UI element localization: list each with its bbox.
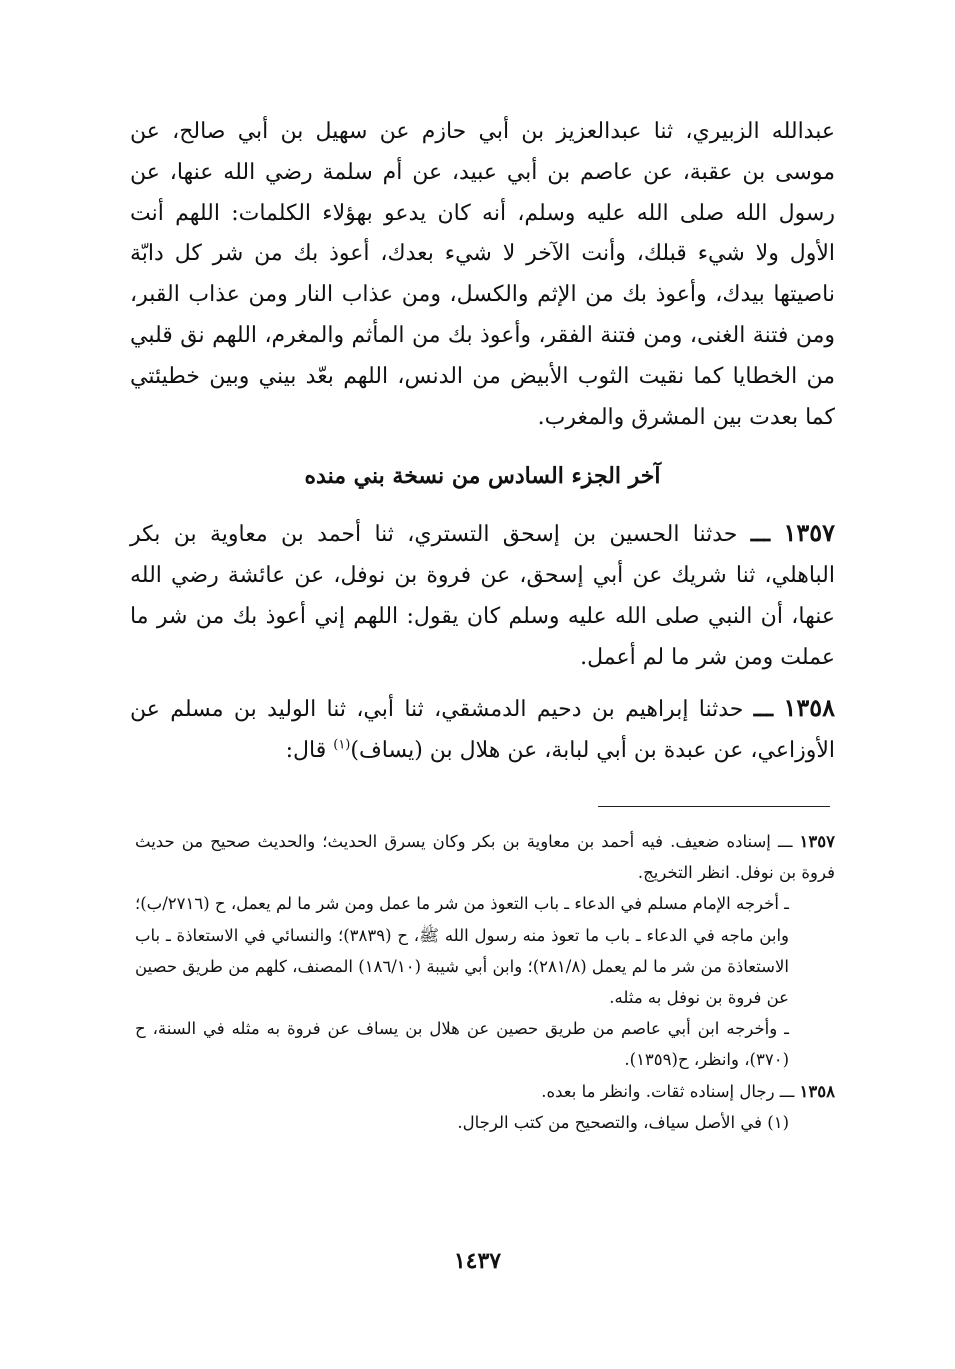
hadith-1358 xyxy=(130,688,835,772)
footnote-number: ١٣٥٧ xyxy=(799,832,835,851)
footnote-text: رجال إسناده ثقات. وانظر ما بعده. xyxy=(541,1081,775,1101)
footnote-reference: (١) xyxy=(333,737,351,753)
hadith-text: حدثنا إبراهيم بن دحيم الدمشقي، ثنا أبي، ثنا الوليد بن مسلم عن الأوزاعي، عن عبدة بن أبي لبابة، عن هلال بن (يساف) xyxy=(130,697,835,764)
footnote-1357 xyxy=(135,826,835,888)
hadith-1357 xyxy=(130,513,835,678)
hadith-number: ١٣٥٧ xyxy=(783,518,835,548)
footnotes-section xyxy=(135,826,835,1138)
hadith-dash: ـــ xyxy=(750,521,771,548)
footnote-dash: ـــ xyxy=(777,832,793,851)
hadith-text: حدثنا الحسين بن إسحق التستري، ثنا أحمد بن معاوية بن بكر الباهلي، ثنا شريك عن أبي إسحق، عن فروة بن نوفل، عن عائشة رضي الله عنها، أن النبي صلى الله عليه وسلم كان يقول: اللهم إني أعوذ بك من شر ما عملت ومن شر ما لم أعمل. xyxy=(130,522,835,670)
paragraph-continuation: عبدالله الزبيري، ثنا عبدالعزيز بن أبي حازم عن سهيل بن أبي صالح، عن موسى بن عقبة، عن عاصم بن أبي عبيد، عن أم سلمة رضي الله عنها، عن رسول الله صلى الله عليه وسلم، أنه كان يدعو بهؤلاء الكلمات: اللهم أنت الأول ولا شيء قبلك، وأنت الآخر لا شيء بعدك، أعوذ بك من شر كل دابّة ناصيتها بيدك، وأعوذ بك من الإثم والكسل، ومن عذاب النار ومن عذاب القبر، ومن فتنة الغنى، ومن فتنة الفقر، وأعوذ بك من المأثم والمغرم، اللهم نق قلبي من الخطايا كما نقيت الثوب الأبيض من الدنس، اللهم بعّد بيني وبين خطيئتي كما بعدت بين المشرق والمغرب. xyxy=(130,119,835,430)
section-heading: آخر الجزء السادس من نسخة بني منده xyxy=(304,463,661,490)
footnote-1: (١) في الأصل سياف، والتصحيح من كتب الرجال. xyxy=(457,1112,789,1132)
hadith-dash: ـــ xyxy=(753,696,774,723)
footnote-divider xyxy=(598,806,830,807)
footnote-dash: ـــ xyxy=(779,1081,795,1101)
hadith-text-tail: قال: xyxy=(285,738,334,764)
footnote-1358 xyxy=(135,1076,835,1107)
page-number: ١٤٣٧ xyxy=(453,1248,502,1274)
footnote-number: ١٣٥٨ xyxy=(799,1081,835,1101)
footnote-1357-takhrij: ـ أخرجه الإمام مسلم في الدعاء ـ باب التعوذ من شر ما عمل ومن شر ما لم يعمل، ح (٢٧١٦/ب)؛ وابن ماجه في الدعاء ـ باب ما تعوذ منه رسول الله ﷺ، ح (٣٨٣٩)؛ والنسائي في الاستعاذة ـ باب الاستعاذة من شر ما لم يعمل (٢٨١/٨)؛ وابن أبي شيبة (١٨٦/١٠) المصنف، كلهم من طريق حصين عن فروة بن نوفل به مثله. xyxy=(135,894,789,1008)
footnote-1357-takhrij-2: ـ وأخرجه ابن أبي عاصم من طريق حصين عن هلال بن يساف عن فروة به مثله في السنة، ح (٣٧٠)، وانظر، ح(١٣٥٩). xyxy=(135,1019,789,1070)
main-text xyxy=(130,112,835,772)
footnote-text: إسناده ضعيف. فيه أحمد بن معاوية بن بكر وكان يسرق الحديث؛ والحديث صحيح من حديث فروة بن نوفل. انظر التخريج. xyxy=(135,832,835,883)
hadith-number: ١٣٥٨ xyxy=(783,693,835,723)
